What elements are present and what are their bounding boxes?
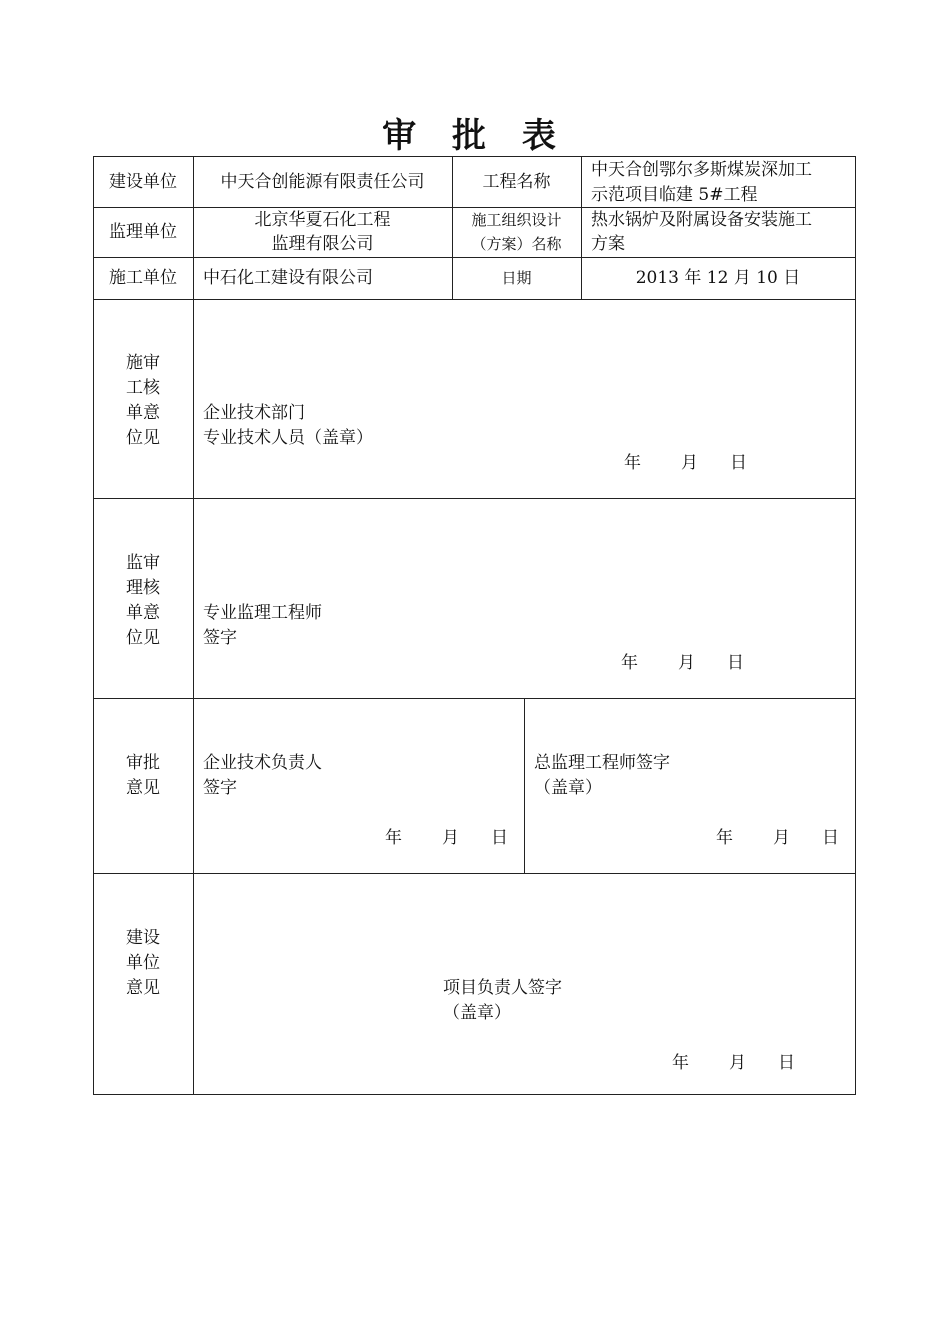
date-day: 日	[491, 828, 508, 848]
project-name-label: 工程名称	[482, 172, 551, 192]
date-year: 年	[672, 1053, 689, 1073]
date-month: 月	[442, 828, 459, 848]
supervision-unit-label: 监理单位	[109, 222, 177, 242]
label-column-divider	[193, 156, 194, 1095]
technical-department: 企业技术部门	[203, 403, 305, 423]
construction-unit-label: 建设单位	[109, 172, 177, 192]
contractor-review-label-line: 单意	[126, 403, 160, 423]
date-year: 年	[716, 828, 733, 848]
supervision-review-label-line: 理核	[126, 578, 160, 598]
design-name-value-line1: 热水锅炉及附属设备安装施工	[591, 210, 812, 230]
date-day: 日	[822, 828, 839, 848]
date-year: 年	[385, 828, 402, 848]
form-title: 审 批 表	[382, 116, 568, 156]
owner-opinion-label-line: 单位	[126, 953, 160, 973]
supervision-review-label-line: 单意	[126, 603, 160, 623]
technical-lead-sign: 签字	[203, 778, 237, 798]
date-value: 2013 年 12 月 10 日	[635, 268, 801, 288]
contractor-label: 施工单位	[109, 268, 177, 288]
table-row-divider	[93, 873, 856, 874]
date-label: 日期	[501, 269, 532, 287]
date-day: 日	[778, 1053, 795, 1073]
design-name-value-line2: 方案	[591, 234, 625, 254]
table-row-divider	[93, 257, 856, 258]
supervision-review-label-line: 位见	[126, 628, 160, 648]
design-name-label-line2: （方案）名称	[471, 235, 562, 253]
chief-supervisor-seal: （盖章）	[534, 778, 602, 798]
table-row-divider	[93, 498, 856, 499]
date-month: 月	[678, 653, 695, 673]
project-lead-sign: 项目负责人签字	[443, 978, 562, 998]
table-row-divider	[93, 698, 856, 699]
project-name-value-line1: 中天合创鄂尔多斯煤炭深加工	[591, 160, 812, 180]
table-border-top	[93, 156, 856, 157]
table-border-bottom	[93, 1094, 856, 1095]
supervision-unit-value-line1: 北京华夏石化工程	[254, 210, 391, 230]
contractor-review-label-line: 施审	[126, 353, 160, 373]
construction-unit-value: 中天合创能源有限责任公司	[220, 172, 425, 192]
approval-column-divider	[524, 698, 525, 873]
supervision-review-label-line: 监审	[126, 553, 160, 573]
date-month: 月	[681, 453, 698, 473]
table-row-divider	[93, 299, 856, 300]
supervision-unit-value-line2: 监理有限公司	[271, 234, 374, 254]
table-border-right	[855, 156, 856, 1095]
owner-opinion-label-line: 意见	[126, 978, 160, 998]
contractor-review-label-line: 位见	[126, 428, 160, 448]
technical-lead: 企业技术负责人	[203, 753, 322, 773]
date-year: 年	[621, 653, 638, 673]
approval-label-line: 审批	[126, 753, 160, 773]
design-name-label-line1: 施工组织设计	[471, 211, 562, 229]
chief-supervisor-sign: 总监理工程师签字	[534, 753, 670, 773]
date-year: 年	[624, 453, 641, 473]
project-name-value-line2: 示范项目临建 5#工程	[591, 185, 758, 205]
supervision-engineer: 专业监理工程师	[203, 603, 322, 623]
date-month: 月	[773, 828, 790, 848]
project-lead-seal: （盖章）	[443, 1003, 511, 1023]
owner-opinion-label-line: 建设	[126, 928, 160, 948]
contractor-value: 中石化工建设有限公司	[203, 268, 373, 288]
technical-staff-seal: 专业技术人员（盖章）	[203, 428, 373, 448]
date-day: 日	[727, 653, 744, 673]
supervision-sign: 签字	[203, 628, 237, 648]
contractor-review-label-line: 工核	[126, 378, 160, 398]
date-day: 日	[730, 453, 747, 473]
date-month: 月	[729, 1053, 746, 1073]
approval-label-line: 意见	[126, 778, 160, 798]
